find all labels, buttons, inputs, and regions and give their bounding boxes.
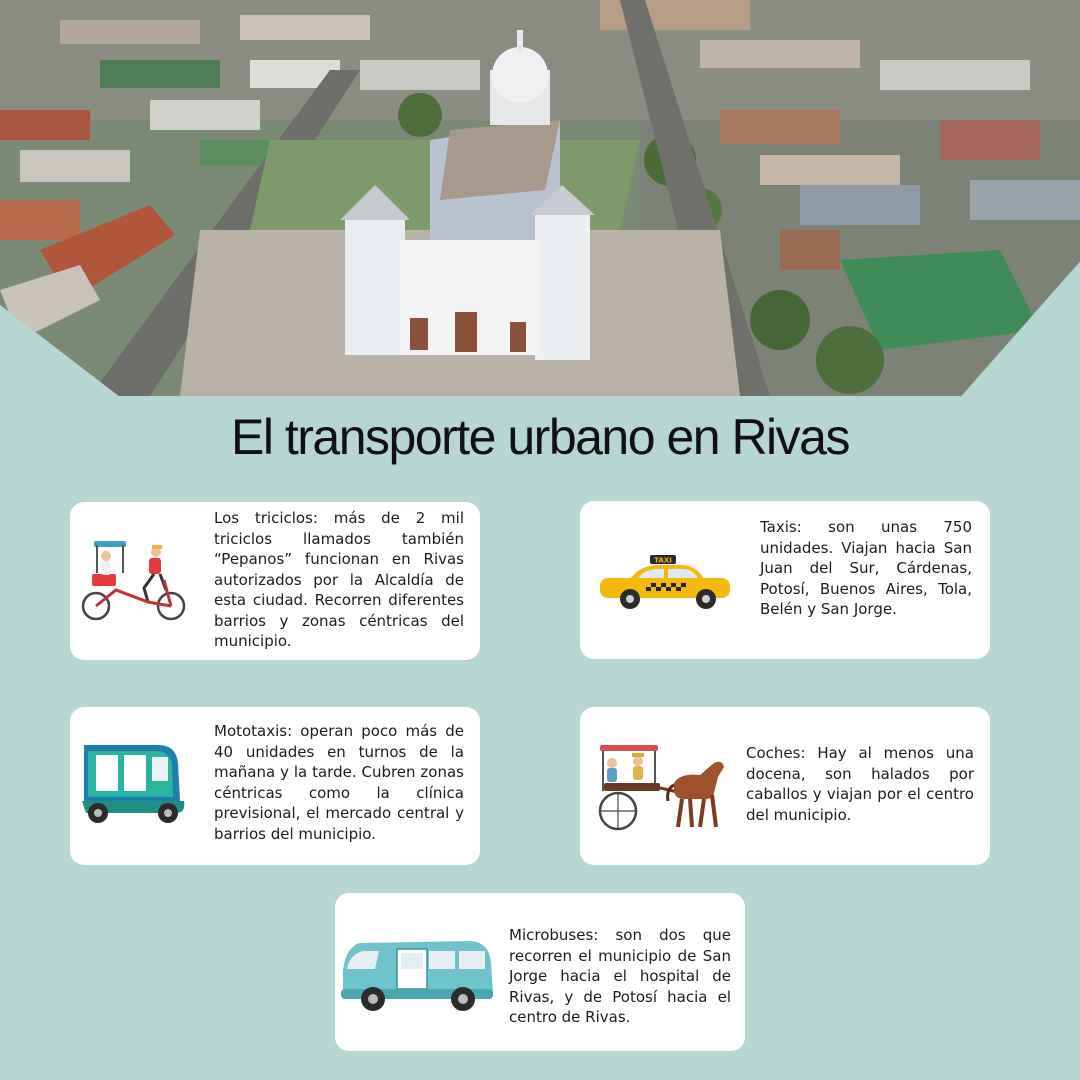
coches-text: Coches: Hay al menos una docena, son halados por caballos y viajan por el centro del municipio.: [746, 744, 974, 824]
taxi-sign-label: TAXI: [654, 556, 672, 565]
info-card-microbuses: [335, 893, 745, 1051]
microbuses-text: Microbuses: son dos que recorren el municipio de San Jorge hacia el hospital de Rivas, y de Potosí hacia el centro de Rivas.: [509, 926, 731, 1026]
hero-photo: [0, 0, 1080, 396]
info-card-taxis: [580, 501, 990, 659]
aerial-view-image: [0, 0, 1080, 396]
taxi-icon: [598, 553, 734, 615]
page-title: El transporte urbano en Rivas: [231, 409, 849, 465]
mototaxis-text: Mototaxis: operan poco más de 40 unidades en turnos de la mañana y la tarde. Cubren zonas céntricas como la clínica previsional, el mercado central y barrios del municipio.: [214, 722, 464, 843]
info-card-coches: [580, 707, 990, 865]
horse-carriage-icon: [596, 743, 736, 837]
triciclos-text: Los triciclos: más de 2 mil triciclos llamados también “Pepanos” funcionan en Rivas autorizados por la Alcaldía de esta ciudad. Recorren diferentes barrios y zonas céntricas del municipio.: [214, 509, 464, 650]
info-card-mototaxis: [70, 707, 480, 865]
info-card-triciclos: [70, 502, 480, 660]
taxis-text: Taxis: son unas 750 unidades. Viajan hacia San Juan del Sur, Cárdenas, Potosí, Buenos Aires, Tola, Belén y San Jorge.: [760, 518, 972, 618]
microbus-icon: [339, 937, 495, 1023]
tricycle-icon: [76, 540, 192, 628]
mototaxi-icon: [78, 741, 188, 831]
